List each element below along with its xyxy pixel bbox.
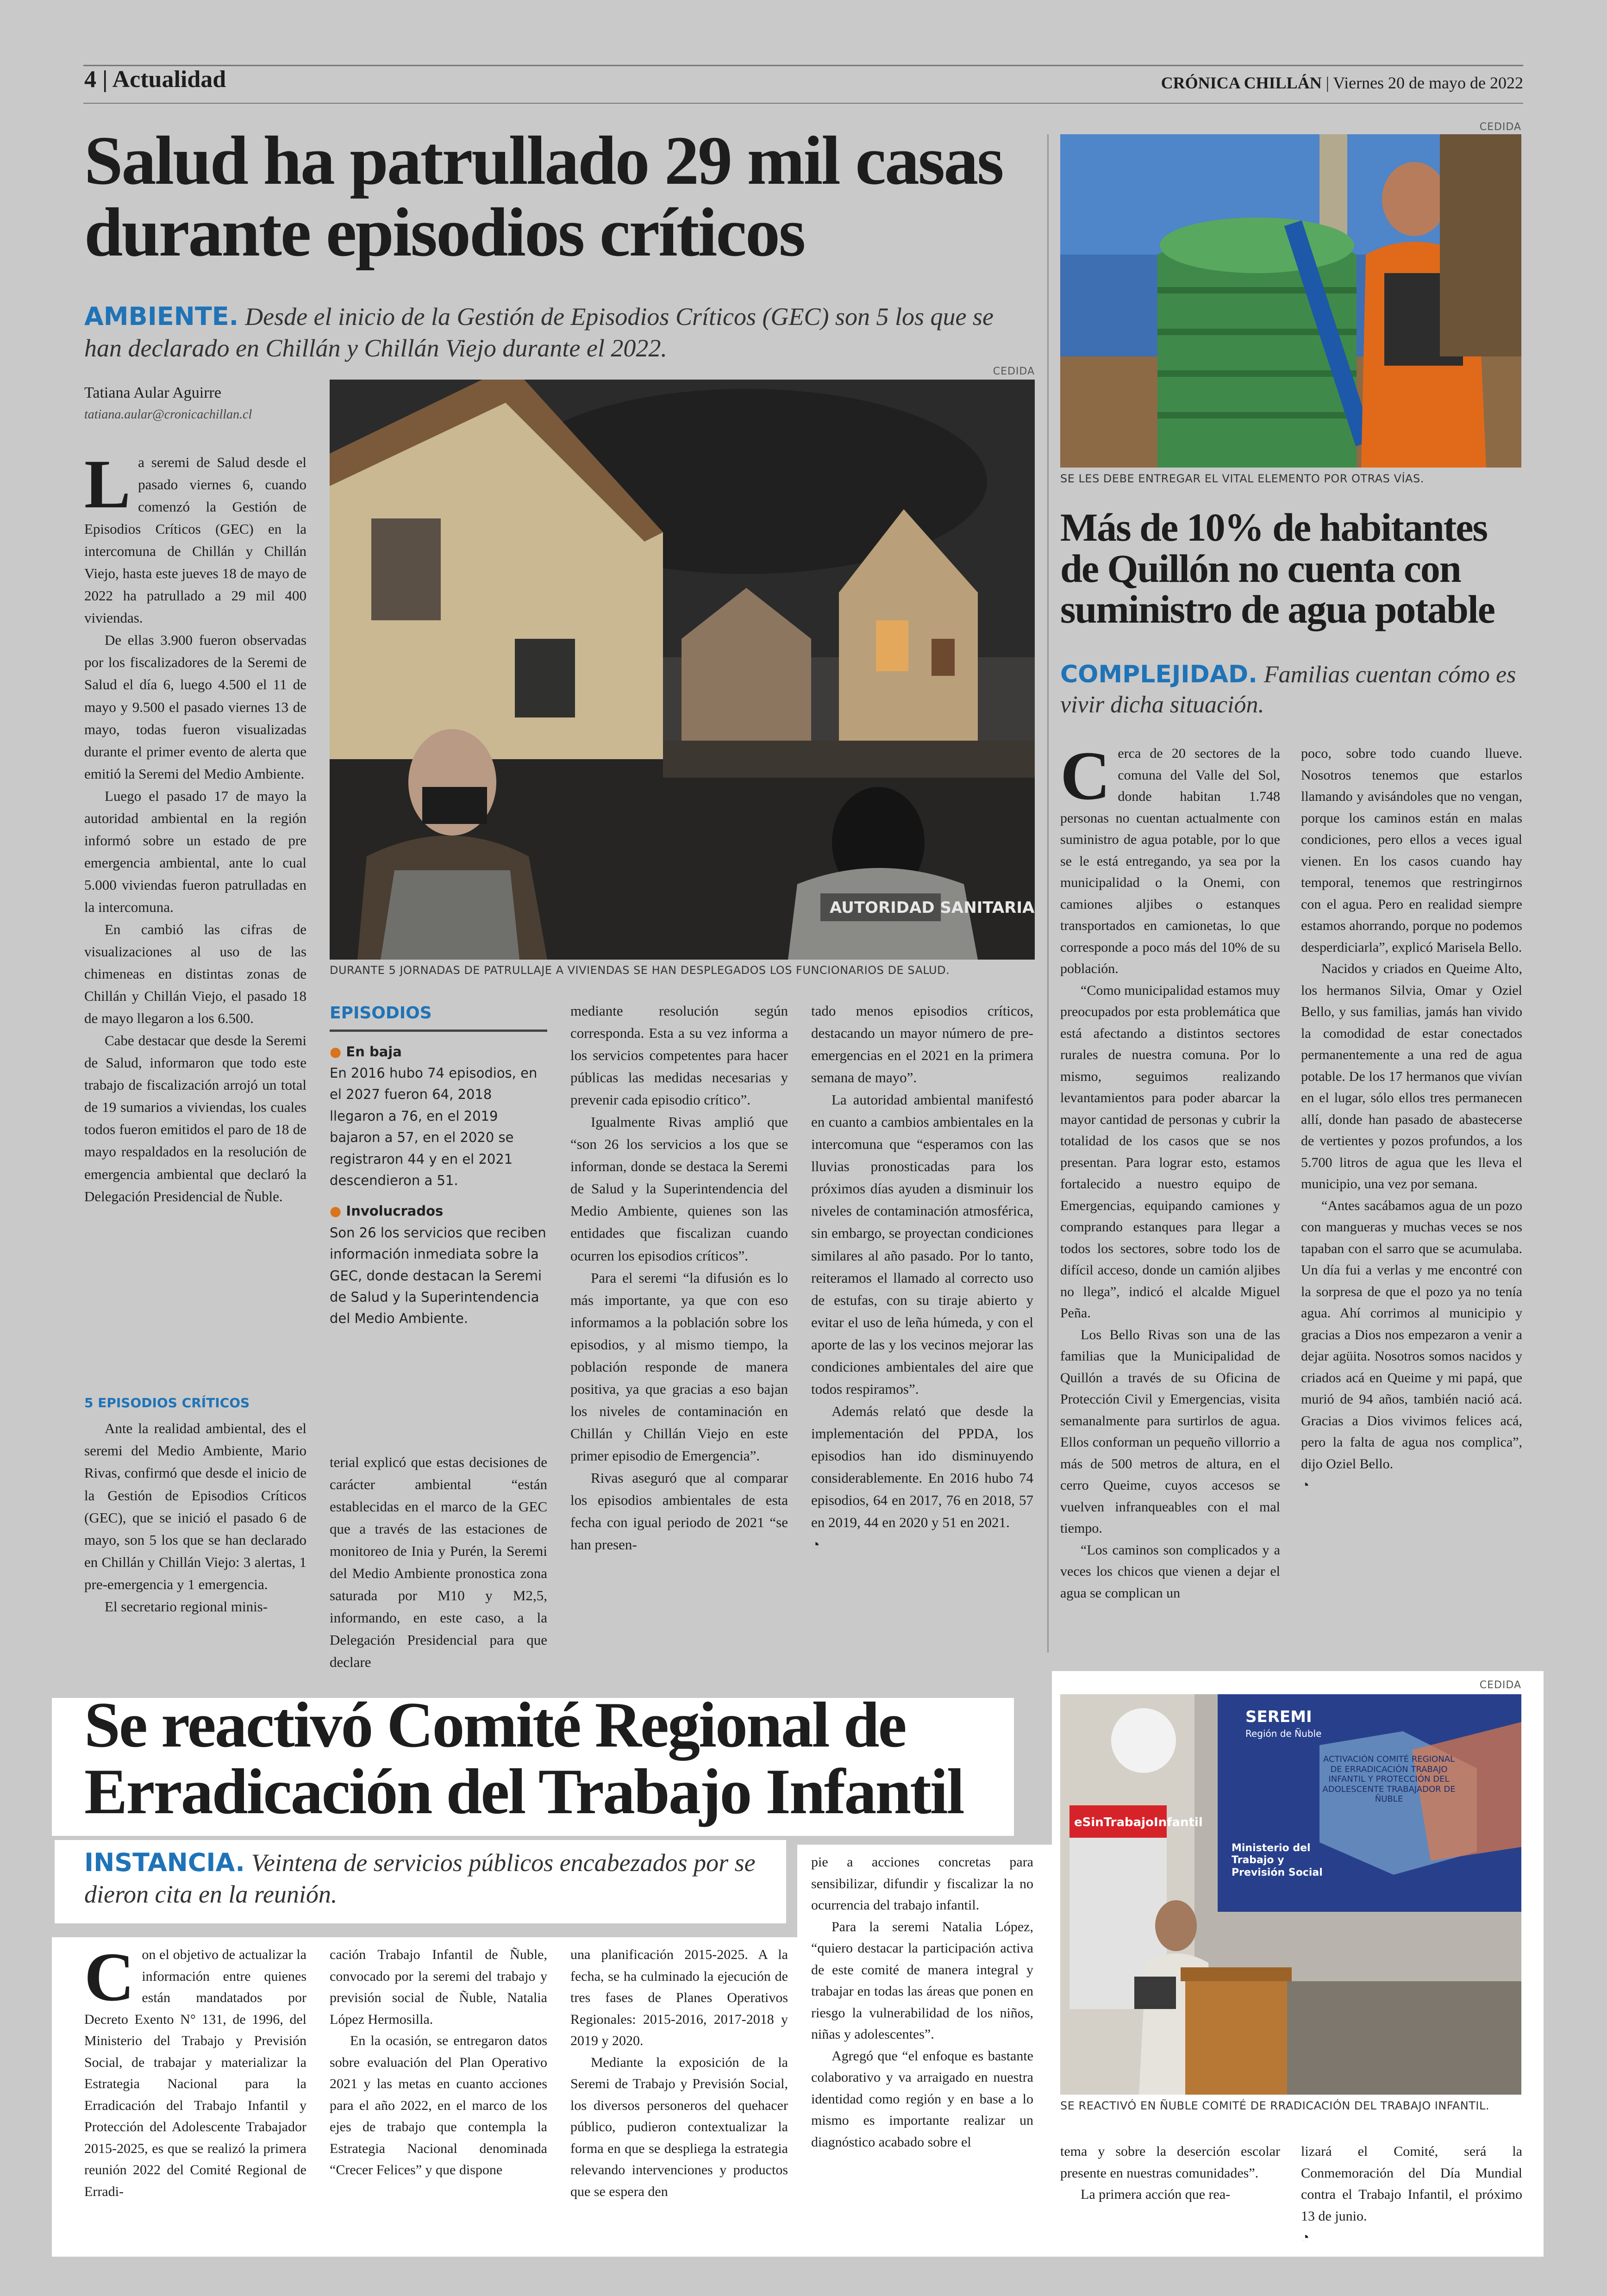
slide-region: Región de Ñuble	[1245, 1728, 1322, 1739]
article2-paragraph: “Antes sacábamos agua de un pozo con mangueras y muchas veces se nos tapaban con el sarro que se acumulaba. Un día fui a verlas y me encontré con la sorpresa de que el pozo ya no tenía agua. Ahí corrimos al municipio y gracias a Dios nos empezaron a venir a dejar agüita. Nosotros somos nacidos y criados acá en Queime y mi papá, que murió de 94 años, también nació acá. Gracias a Dios vivimos felices acá, pero la falta de agua nos complica”, dijo Oziel Bello.	[1301, 1198, 1522, 1472]
article1-column-2b	[330, 1451, 547, 1671]
article3-column-3	[570, 1944, 788, 2254]
article1-column-3	[570, 1000, 788, 1660]
article3-paragraph: En la ocasión, se entregaron datos sobre evaluación del Plan Operativo 2021 y las metas en cuanto acciones para el año 2022, en el marco de los ejes de trabajo que contempla la Estrategia Nacional denominada “Crecer Felices” y que dispone	[330, 2033, 547, 2177]
end-mark-icon: ◔	[1301, 2230, 1310, 2245]
end-mark-icon: ◔	[811, 1536, 820, 1553]
article1-paragraph: Además relató que desde la implementación del PPDA, los episodios han ido disminuyendo considerablemente. En 2016 hubo 74 episodios, 64 en 2017, 76 en 2018, 57 en 2019, 44 en 2020 y 51 en 2021.	[811, 1403, 1033, 1531]
article3-column-5	[1060, 2141, 1280, 2254]
article2-paragraph: Los Bello Rivas son una de las familias que la Municipalidad de Quillón a través de su Oficina de Protección Civil y Emergencias, visita semanalmente para surtirlos de agua. Ellos conforman un pequeño villorrio a más de 500 metros de altura, en el cerro Queime, cuyos accesos se vuelven infranqueables con el mal tiempo.	[1060, 1327, 1280, 1536]
header-bottom-rule	[83, 103, 1523, 104]
article3-column-6	[1301, 2141, 1522, 2254]
publication-date: Viernes 20 de mayo de 2022	[1333, 74, 1523, 92]
article2-paragraph: “Los caminos son complicados y a veces los chicos que vienen a dejar el agua se complican un	[1060, 1542, 1280, 1601]
episodios-box-item-title: ● Involucrados	[330, 1200, 547, 1222]
article3-column-4	[811, 1852, 1033, 2254]
article1-author: Tatiana Aular Aguirre	[84, 384, 221, 401]
article1-photo-caption: DURANTE 5 JORNADAS DE PATRULLAJE A VIVIENDAS SE HAN DESPLEGADOS LOS FUNCIONARIOS DE SALUD.	[330, 964, 950, 977]
article1-photo	[330, 380, 1035, 960]
article1-paragraph: En cambió las cifras de visualizaciones al uso de las chimeneas en distintas zonas de Chillán y Chillán Viejo, el pasado 18 de mayo llegaron a los 6.500.	[84, 921, 306, 1027]
episodios-box-item-title: ● En baja	[330, 1041, 547, 1062]
article3-paragraph: Con el objetivo de actualizar la información entre quienes están mandatados por Decreto Exento N° 131, de 1996, del Ministerio del Trabajo y Previsión Social, de trabajar y materializar la Estrategia Nacional para la Erradicación del Trabajo Infantil y Protección del Adolescente Trabajador 2015-2025, es que se realizó la primera reunión 2022 del Comité Regional de Erradi-	[84, 1939, 306, 2199]
header-separator: |	[102, 66, 108, 93]
water-tank-photo-illustration	[1060, 134, 1521, 468]
article1-paragraph: Para el seremi “la difusión es lo más importante, ya que con eso informamos a la población sobre los episodios, y al mismo tiempo, la población responde de manera positiva, ya que gracias a eso bajan los niveles de contaminación en Chillán y Chillán Viejo en este primer episodio de Emergencia”.	[570, 1269, 788, 1464]
banner-text: eSinTrabajoInfantil	[1074, 1816, 1203, 1829]
vest-text: AUTORIDAD SANITARIA	[830, 898, 1035, 917]
article3-paragraph: lizará el Comité, será la Conmemoración del Día Mundial contra el Trabajo Infantil, el próximo 13 de junio.	[1301, 2144, 1522, 2224]
article2-deck	[1060, 660, 1523, 720]
article3-deck	[84, 1847, 779, 1916]
article1-deck-text: Desde el inicio de la Gestión de Episodios Críticos (GEC) son 5 los que se han declarado en Chillán y Chillán Viejo durante el 2022.	[84, 303, 994, 362]
article2-paragraph: Cerca de 20 sectores de la comuna del Valle del Sol, donde habitan 1.748 personas no cuentan actualmente con suministro de agua potable, por lo que se le está entregando, ya sea por la municipalidad o la Onemi, con camiones aljibes o estanques transportados en camionetas, lo que corresponde a poco más del 10% de su población.	[1060, 737, 1280, 976]
article2-photo-credit: CEDIDA	[1479, 121, 1521, 133]
article1-email: tatiana.aular@cronicachillan.cl	[84, 407, 252, 422]
article2-headline: Más de 10% de habitantes de Quillón no cuenta con suministro de agua potable	[1060, 505, 1494, 632]
article1-column-4	[811, 1000, 1033, 1660]
article3-photo-caption: SE REACTIVÓ EN ÑUBLE COMITÉ DE RRADICACIÓN DEL TRABAJO INFANTIL.	[1060, 2099, 1489, 2112]
article1-paragraph: Rivas aseguró que al comparar los episodios ambientales de esta fecha con igual periodo de 2021 “se han presen-	[570, 1469, 788, 1553]
article3-paragraph: pie a acciones concretas para sensibilizar, difundir y fiscalizar la no ocurrencia del trabajo infantil.	[811, 1854, 1033, 1913]
article1-column-1b	[84, 1382, 306, 1660]
article1-paragraph: tado menos episodios críticos, destacando un mayor número de pre-emergencias en el 2021 en la primera semana de mayo”.	[811, 1003, 1033, 1086]
article3-kicker: INSTANCIA.	[84, 1848, 245, 1877]
slide-activation-text: ACTIVACIÓN COMITÉ REGIONAL DE ERRADICACIÓN TRABAJO INFANTIL Y PROTECCIÓN DEL ADOLESCENTE TRABAJADOR DE ÑUBLE	[1322, 1754, 1456, 1804]
article1-paragraph: El secretario regional minis-	[105, 1598, 268, 1615]
article2-paragraph: “Como municipalidad estamos muy preocupados por esta problemática que está afectando a distintos sectores rurales de nuestra comuna. Por lo mismo, seguimos realizando levantamientos para poder abarcar la mayor cantidad de personas y cubrir la totalidad de los casos que se nos presentan. Para lograr esto, estamos fortalecido a nuestro equipo de Emergencias, equipando camiones y comprando estanques para llegar a todos los sectores, sobre todo los de difícil acceso, donde un camión aljibes no llega”, indicó el alcalde Miguel Peña.	[1060, 982, 1280, 1321]
article2-column-1	[1060, 737, 1280, 1660]
publication-info: CRÓNICA CHILLÁN | Viernes 20 de mayo de 2022	[1161, 74, 1523, 92]
article2-photo-caption: SE LES DEBE ENTREGAR EL VITAL ELEMENTO POR OTRAS VÍAS.	[1060, 472, 1424, 485]
column-separator	[1047, 134, 1049, 1653]
page-section-label	[84, 66, 455, 98]
article1-deck	[84, 301, 1033, 375]
meeting-photo-illustration	[1060, 1694, 1521, 2095]
article1-paragraph: Igualmente Rivas amplió que “son 26 los servicios a los que se informan, donde se destaca la Seremi de Salud y la Superintendencia del Medio Ambiente, quienes son las entidades que fiscalizan cuando ocurren los episodios críticos”.	[570, 1114, 788, 1264]
article1-photo-credit: CEDIDA	[993, 366, 1035, 377]
article3-paragraph: tema y sobre la deserción escolar presente en nuestras comunidades”.	[1060, 2144, 1280, 2181]
article3-paragraph: Agregó que “el enfoque es bastante colaborativo y va arraigado en nuestra identidad como región y en base a lo mismo es importante realizar un diagnóstico acabado sobre el	[811, 2048, 1033, 2150]
patrol-photo-illustration	[330, 380, 1035, 960]
article3-paragraph: Mediante la exposición de la Seremi de Trabajo y Previsión Social, los diversos personeros del quehacer público, pudieron contextualizar la forma en que se despliega la estrategia relevando intervenciones y productos que se espera den	[570, 2054, 788, 2199]
article3-deck-text: Veintena de servicios públicos encabezados por se dieron cita en la reunión.	[84, 1849, 756, 1908]
article1-paragraph: Cabe destacar que desde la Seremi de Salud, informaron que todo este trabajo de fiscalización arrojó un total de 19 sumarios a viviendas, los cuales todos fueron emitidos el paro de 18 de mayo respaldados en la resolución de emergencia ambiental que declaró la Delegación Presidencial de Ñuble.	[84, 1032, 306, 1204]
article1-column-1	[84, 446, 306, 1391]
article1-kicker: AMBIENTE.	[84, 302, 239, 331]
page-number: 4	[84, 66, 96, 93]
article1-paragraph: La seremi de Salud desde el pasado viernes 6, cuando comenzó la Gestión de Episodios Críticos (GEC) en la intercomuna de Chillán y Chillán Viejo, hasta este jueves 18 de mayo de 2022 ha patrullado a 29 mil 400 viviendas.	[84, 446, 306, 626]
article3-photo	[1060, 1694, 1521, 2095]
article1-paragraph: mediante resolución según corresponda. Esta a su vez informa a los servicios competentes para hacer públicas las medidas necesarias y prevenir cada episodio crítico”.	[570, 1003, 788, 1108]
article3-headline: Se reactivó Comité Regional de Erradicación del Trabajo Infantil	[84, 1689, 963, 1828]
article2-column-2	[1301, 743, 1522, 1660]
article2-photo	[1060, 134, 1521, 468]
episodios-box-item-text: En 2016 hubo 74 episodios, en el 2027 fueron 64, 2018 llegaron a 76, en el 2019 bajaron a 57, en el 2020 se registraron 44 y en el 2021 descendieron a 51.	[330, 1065, 538, 1188]
section-name: Actualidad	[112, 66, 226, 93]
article3-paragraph: una planificación 2015-2025. A la fecha, se ha culminado la ejecución de tres fases de Planes Operativos Regionales: 2015-2016, 2017-2018 y 2019 y 2020.	[570, 1947, 788, 2048]
article3-column-1	[84, 1939, 306, 2254]
article2-paragraph: Nacidos y criados en Queime Alto, los hermanos Silvia, Omar y Oziel Bello, y sus familias, jamás han vivido la comodidad de estar conectados permanentemente a una red de agua potable. De los 17 hermanos que vivían en el lugar, sólo ellos tres permanecen allí, donde han pasado de abastecerse de vertientes y pozos profundos, a los 5.700 litros de agua que les lleva el municipio, una vez por semana.	[1301, 961, 1522, 1192]
article2-paragraph: poco, sobre todo cuando llueve. Nosotros tenemos que estarlos llamando y avisándoles que no vengan, porque los caminos están en malas condiciones, pero ellos a veces igual vienen. En los casos cuando hay temporal, tenemos que restringirnos con el agua. Pero en realidad siempre estamos ahorrando, porque no podemos desperdiciarla”, explicó Marisela Bello.	[1301, 746, 1522, 955]
article3-paragraph: Para la seremi Natalia López, “quiero destacar la participación activa de este comité de manera integral y trabajar en todas las áreas que ponen en riesgo la vulnerabilidad de los niños, niñas y adolescentes”.	[811, 1919, 1033, 2042]
episodios-box	[330, 1000, 547, 1416]
article1-subhead: 5 EPISODIOS CRÍTICOS	[84, 1395, 250, 1410]
article2-kicker: COMPLEJIDAD.	[1060, 661, 1257, 688]
article1-paragraph: Luego el pasado 17 de mayo la autoridad ambiental en la región informó sobre un estado de pre emergencia ambiental, ante lo cual 5.000 viviendas fueron patrulladas en la intercomuna.	[84, 787, 306, 915]
article1-headline: Salud ha patrullado 29 mil casas durante episodios críticos	[84, 122, 1003, 271]
article1-paragraph: La autoridad ambiental manifestó en cuanto a cambios ambientales en la intercomuna que “esperamos con las lluvias pronosticadas para los próximos días ayuden a disminuir los niveles de contaminación atmosférica, sin embargo, se proyectan condiciones similares al año pasado. Por lo tanto, reiteramos el llamado al correcto uso de estufas, con su tiraje abierto y evitar el uso de leña húmeda, y con el aporte de las y los vecinos mejorar las condiciones ambientales del aire que todos respiramos”.	[811, 1092, 1033, 1397]
article1-paragraph: terial explicó que estas decisiones de carácter ambiental “están establecidas en el marco de la GEC que a través de las estaciones de monitoreo de Inia y Purén, la Seremi del Medio Ambiente pronostica zona saturada por M10 y M2,5, informando, en este caso, a la Delegación Presidencial para que declare	[330, 1454, 547, 1671]
publication-name: CRÓNICA CHILLÁN	[1161, 74, 1322, 92]
article3-paragraph: cación Trabajo Infantil de Ñuble, convocado por la seremi del trabajo y previsión social de Ñuble, Natalia López Hermosilla.	[330, 1947, 547, 2027]
article3-photo-credit: CEDIDA	[1479, 1679, 1521, 1691]
episodios-box-item-text: Son 26 los servicios que reciben información inmediata sobre la GEC, donde destacan la Seremi de Salud y la Superintendencia del Medio Ambiente.	[330, 1224, 546, 1327]
end-mark-icon: ◔	[1301, 1478, 1310, 1493]
article1-paragraph: De ellas 3.900 fueron observadas por los fiscalizadores de la Seremi de Salud el día 6, luego 4.500 el 11 de mayo y 9.500 el pasado viernes 13 de mayo, todas fueron visualizadas durante el primer evento de alerta que emitió la Seremi del Medio Ambiente.	[84, 632, 306, 782]
article3-column-2	[330, 1944, 547, 2254]
episodios-box-title: EPISODIOS	[330, 1000, 547, 1032]
slide-ministry-text: Ministerio del Trabajo y Previsión Social	[1232, 1842, 1323, 1878]
slide-seremi: SEREMI	[1245, 1708, 1312, 1726]
article2-deck-text: Familias cuentan cómo es vivir dicha situación.	[1060, 661, 1516, 718]
article3-paragraph: La primera acción que rea-	[1081, 2187, 1231, 2202]
article1-paragraph: Ante la realidad ambiental, des el seremi del Medio Ambiente, Mario Rivas, confirmó que desde el inicio de la Gestión de Episodios Críticos (GEC), que se inició el pasado 6 de mayo, son 5 los que se han declarado en Chillán y Chillán Viejo: 3 alertas, 1 pre-emergencia y 1 emergencia.	[84, 1420, 306, 1592]
